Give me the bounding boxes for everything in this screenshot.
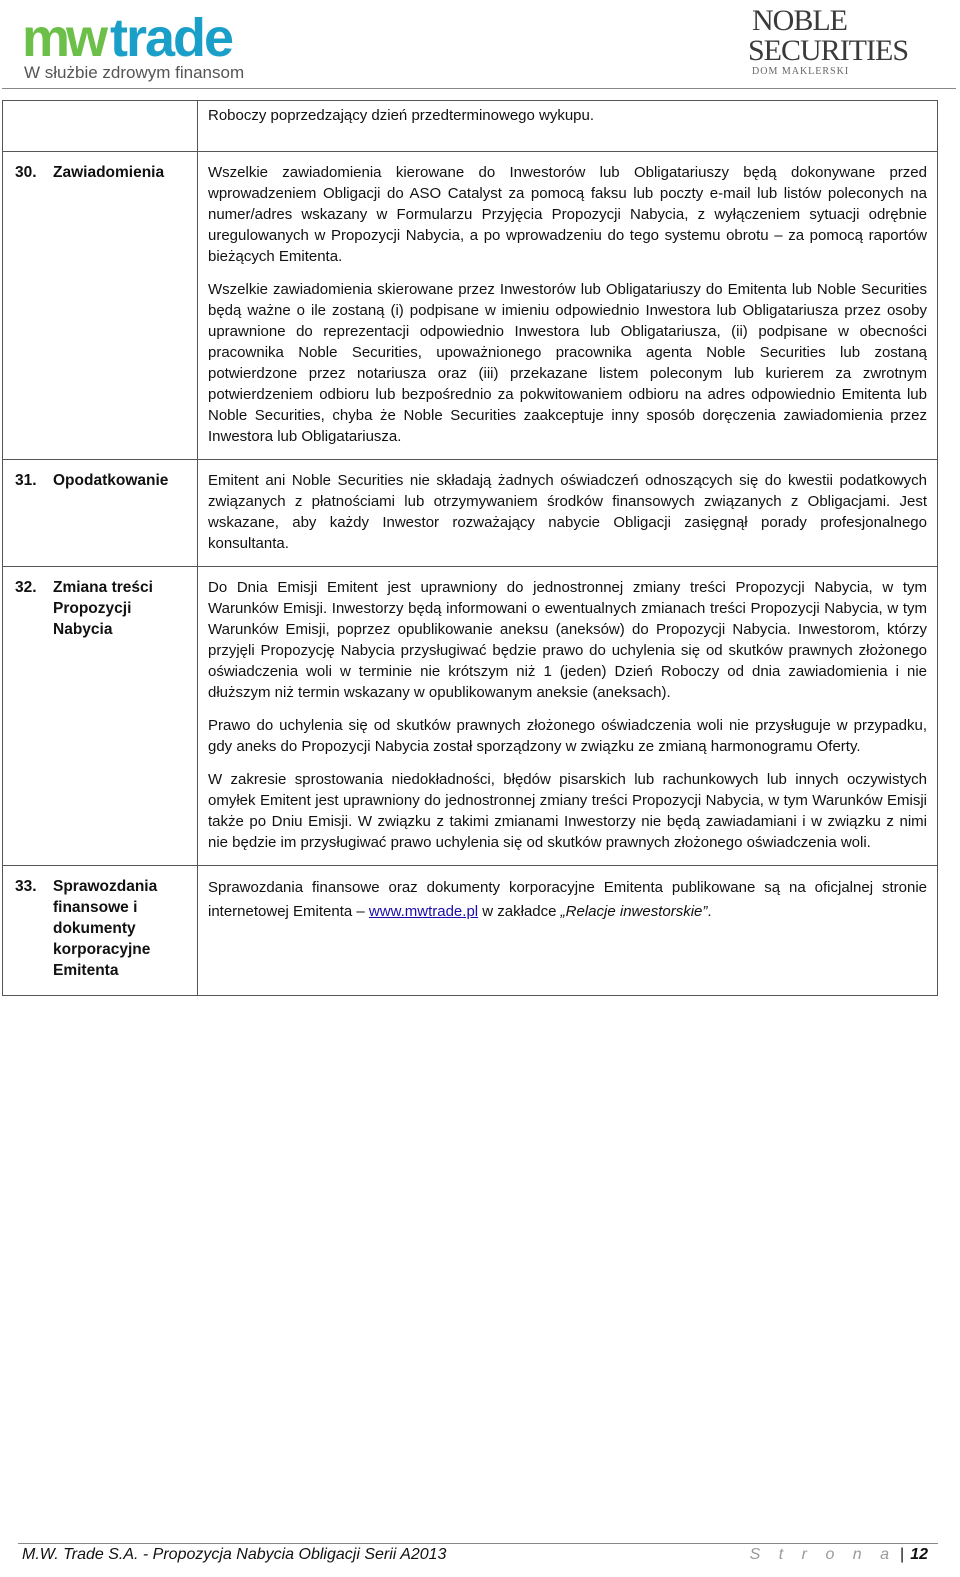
row-text-cell: [198, 101, 938, 152]
table-row: [3, 101, 938, 152]
section-title: Sprawozdania finansowe i dokumenty korporacyjne Emitenta: [53, 878, 158, 979]
table-row: [3, 567, 938, 866]
table-row: [3, 866, 938, 996]
section-title: Zmiana treści Propozycji Nabycia: [53, 579, 153, 638]
section-title: Opodatkowanie: [53, 472, 169, 489]
footer-document-title: M.W. Trade S.A. - Propozycja Nabycia Obligacji Serii A2013: [22, 1546, 447, 1563]
row-label-cell: [3, 567, 198, 866]
footer-page-number: [750, 1546, 928, 1564]
paragraph: [208, 876, 927, 924]
terms-table: [2, 100, 938, 996]
row-label-cell: [3, 866, 198, 996]
section-number: 30.: [15, 164, 37, 181]
svg-text:m: m: [22, 8, 69, 68]
section-title: Zawiadomienia: [53, 164, 165, 181]
paragraph: W zakresie sprostowania niedokładności, błędów pisarskich lub rachunkowych lub innych oczywistych omyłek Emitent jest uprawniony do jednostronnej zmiany treści Propozycji Nabycia, w tym Warunków Emisji także po Dniu Emisji. W związku z takimi zmianami Inwestorzy nie będą zawiadamiani i w związku z nimi nie będzie im przysługiwać prawo uchylenia się od skutków prawnych złożonego oświadczenia woli.: [208, 771, 927, 851]
tab-name: „Relacje inwestorskie”: [560, 903, 708, 920]
paragraph: Roboczy poprzedzający dzień przedterminowego wykupu.: [208, 107, 595, 124]
svg-text:DOM MAKLERSKI: DOM MAKLERSKI: [752, 66, 850, 77]
svg-text:SECURITIES: SECURITIES: [748, 34, 909, 67]
paragraph: Wszelkie zawiadomienia kierowane do Inwestorów lub Obligatariuszy będą dokonywane przed wprowadzeniem Obligacji do ASO Catalyst za pomocą faksu lub poczty e-mail lub listów poleconych na numer/adres wskazany w Formularzu Przyjęcia Propozycji Nabycia, z wyłączeniem sytuacji odrębnie uregulowanych w Propozycji Nabycia, a po wprowadzeniu do tego systemu obrotu – za pomocą raportów bieżących Emitenta.: [208, 164, 927, 265]
row-label-cell: [3, 152, 198, 460]
page-word: S t r o n a: [749, 1546, 897, 1563]
noble-securities-logo: [748, 4, 946, 78]
section-number: 31.: [15, 472, 37, 489]
page-separator: |: [900, 1546, 905, 1563]
paragraph: Do Dnia Emisji Emitent jest uprawniony do jednostronnej zmiany treści Propozycji Nabycia, w tym Warunków Emisji. Inwestorzy będą informowani o ewentualnych zmianach treści Propozycji Nabycia, w tym Warunków Emisji, poprzez opublikowanie aneksu (aneksów) do Propozycji Nabycia. Inwestorom, którzy przyjęli Propozycję Nabycia przysługiwać będzie prawo do uchylenia się od skutków prawnych złożonego oświadczenia woli w terminie nie krótszym niż 1 (jeden) Dzień Roboczy od dnia zawiadomienia i nie dłuższym niż termin wskazany w opublikowanym aneksie (aneksach).: [208, 579, 927, 701]
paragraph-text: .: [707, 903, 712, 920]
row-text-cell: [198, 866, 938, 996]
header-divider: [2, 88, 956, 89]
paragraph-text: w zakładce: [478, 903, 561, 920]
row-label-cell: [3, 460, 198, 567]
mwtrade-website-link[interactable]: www.mwtrade.pl: [368, 903, 479, 920]
svg-text:W służbie zdrowym finansom: W służbie zdrowym finansom: [24, 63, 245, 82]
row-text-cell: [198, 152, 938, 460]
mwtrade-logo: [22, 8, 272, 84]
table-row: [3, 152, 938, 460]
paragraph: Wszelkie zawiadomienia skierowane przez Inwestorów lub Obligatariuszy do Emitenta lub Noble Securities będą ważne o ile zostaną (i) podpisane w imieniu odpowiednio Inwestora lub Obligatariusza przez osoby uprawnione do reprezentacji odpowiednio Inwestora lub Obligatariusza, (ii) podpisane w obecności pracownika Noble Securities, upoważnionego pracownika agenta Noble Securities lub zostaną potwierdzone przez notariusza oraz (iii) przekazane listem poleconym lub kurierem za zwrotnym potwierdzeniem odbioru lub bezpośrednio za pokwitowaniem odbioru na adres odpowiednio Emitenta lub Noble Securities, chyba że Noble Securities zaakceptuje inny sposób doręczenia zawiadomienia przez Inwestora lub Obligatariusza.: [208, 281, 927, 445]
row-text-cell: [198, 567, 938, 866]
row-text-cell: [198, 460, 938, 567]
footer-divider: [18, 1543, 938, 1544]
paragraph-text: Sprawozdania finansowe oraz dokumenty korporacyjne Emitenta publikowane są na oficjalnej stronie internetowej Emitenta –: [208, 879, 927, 920]
paragraph: Prawo do uchylenia się od skutków prawnych złożonego oświadczenia woli nie przysługuje w przypadku, gdy aneks do Propozycji Nabycia został sporządzony w związku ze zmianą harmonogramu Oferty.: [208, 717, 927, 755]
svg-text:trade: trade: [110, 8, 233, 68]
section-number: 33.: [15, 878, 37, 895]
row-label-cell: [3, 101, 198, 152]
section-number: 32.: [15, 579, 37, 596]
page-header: [0, 0, 960, 92]
table-row: [3, 460, 938, 567]
svg-text:w: w: [66, 8, 107, 68]
page-number: 12: [910, 1546, 928, 1563]
paragraph: Emitent ani Noble Securities nie składają żadnych oświadczeń odnoszących się do kwestii podatkowych związanych z płatnościami lub otrzymywaniem środków finansowych związanych z Obligacjami. Jest wskazane, aby każdy Inwestor rozważający nabycie Obligacji zasięgnął porady profesjonalnego konsultanta.: [208, 472, 927, 552]
svg-text:NOBLE: NOBLE: [752, 4, 847, 37]
